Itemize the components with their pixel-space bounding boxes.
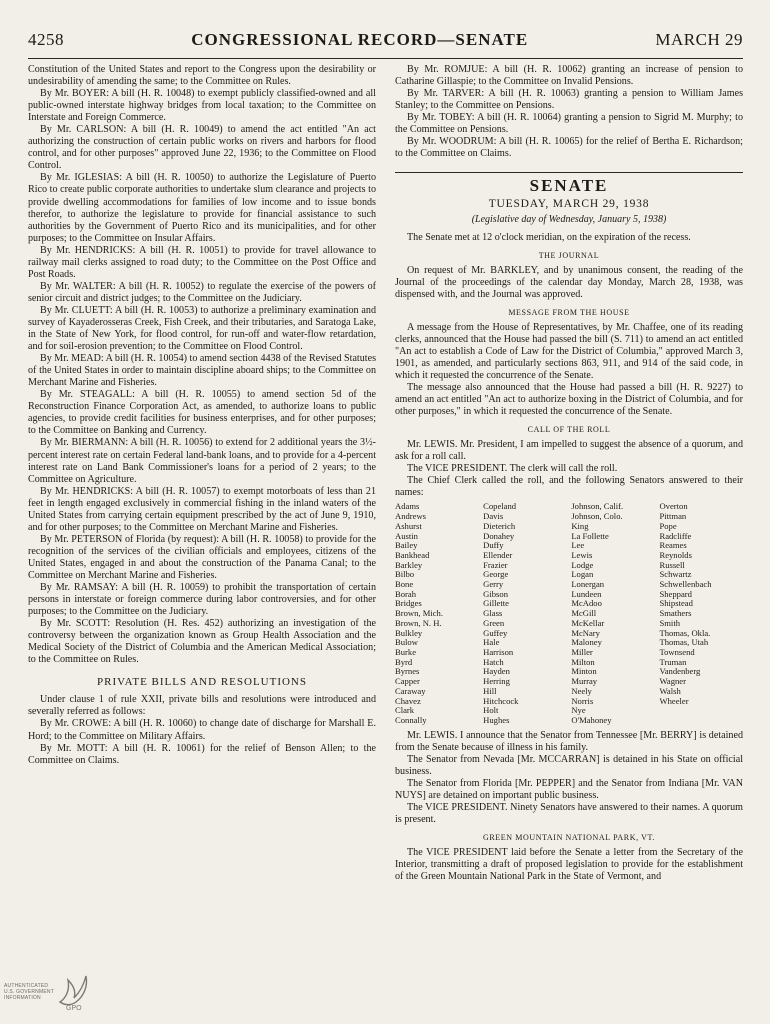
senator-name: Hale [483, 637, 500, 648]
senator-name: Lundeen [571, 588, 602, 599]
bill-paragraph: By Mr. BIERMANN: A bill (H. R. 10056) to extend for 2 additional years the 3½-percent interest rate on certain Federal land-bank loans, and to provide for a 4-percent interest rate on Land Bank Commissioner's loans for a period of 2 years; to the Committee on Agriculture. [28, 437, 376, 485]
page-title: CONGRESSIONAL RECORD—SENATE [191, 30, 529, 49]
seal-text [4, 983, 54, 1001]
roll-column [395, 502, 479, 725]
senator-name: Thomas, Utah [659, 637, 709, 648]
message-paragraph: The message also announced that the House had passed a bill (H. R. 9227) to amend an act entitled "An act to authorize boxing in the District of Columbia, and for other purposes," in which it requested the concurrence of the Senate. [395, 382, 743, 418]
bill-paragraph: Constitution of the United States and report to the Congress upon the desirability or undesirability of amending the same; to the Committee on Rules. [28, 64, 376, 88]
senator-name: McKellar [571, 617, 605, 628]
senator-name: Schwartz [659, 569, 692, 580]
senator-name: Johnson, Calif. [571, 501, 624, 512]
bill-paragraph: By Mr. HENDRICKS: A bill (H. R. 10051) to provide for travel allowance to railway mail clerks assigned to road duty; to the Committee on the Post Office and Post Roads. [28, 244, 376, 280]
bill-paragraph: By Mr. MEAD: A bill (H. R. 10054) to amend section 4438 of the Revised Statutes of the United States in order to maintain discipline aboard ships; to the Committee on Merchant Marine and Fisheries. [28, 353, 376, 389]
senator-name: Davis [483, 511, 504, 522]
running-head [28, 30, 743, 59]
senator-name: Holt [483, 705, 499, 716]
senator-name: O'Mahoney [571, 714, 612, 725]
senator-name: Bulkley [395, 627, 423, 638]
senator-name: Bankhead [395, 549, 430, 560]
senator-name: Shipstead [659, 598, 693, 609]
seal-line: INFORMATION [4, 995, 41, 1001]
session-date: TUESDAY, MARCH 29, 1938 [488, 198, 650, 211]
senator-name: Smathers [659, 608, 692, 619]
after-roll-paragraph: Mr. LEWIS. I announce that the Senator from Tennessee [Mr. BERRY] is detained from the Senate because of illness in his family. [395, 729, 743, 753]
page-number: 4258 [28, 30, 64, 49]
bill-paragraph: By Mr. STEAGALL: A bill (H. R. 10055) to amend section 5d of the Reconstruction Finance Corporation Act, as amended, to authorize loans to public agencies, to provide credit facilities for business enterprises, and for other purposes; to the Committee on Banking and Currency. [28, 389, 376, 437]
senate-heading: SENATE [395, 172, 743, 192]
senator-name: Hayden [483, 666, 510, 677]
senator-name: Frazier [483, 559, 508, 570]
senator-name: Gerry [483, 579, 504, 590]
senator-name: Murray [571, 676, 598, 687]
senator-name: Glass [483, 608, 503, 619]
senator-name: Neely [571, 685, 592, 696]
senator-name: Caraway [395, 685, 426, 696]
senator-name: Ashurst [395, 520, 422, 531]
senator-name: Pope [659, 520, 677, 531]
bill-paragraph: By Mr. RAMSAY: A bill (H. R. 10059) to prohibit the transportation of certain persons in interstate or foreign commerce during labor controversies, and for other purposes; to the Committee on the Judiciary. [28, 582, 376, 618]
left-column [28, 64, 376, 883]
private-bill-paragraph: By Mr. MOTT: A bill (H. R. 10061) for the relief of Benson Allen; to the Committee on Claims. [28, 742, 376, 766]
senator-name: King [571, 520, 589, 531]
senator-name: Bone [395, 579, 414, 590]
senator-name: Connally [395, 714, 427, 725]
after-roll-paragraph: The Senator from Florida [Mr. PEPPER] and the Senator from Indiana [Mr. VAN NUYS] are detained on important public business. [395, 777, 743, 801]
senator-name: Pittman [659, 511, 687, 522]
journal-paragraph: On request of Mr. BARKLEY, and by unanimous consent, the reading of the Journal of the proceedings of the calendar day Monday, March 28, 1938, was dispensed with, and the Journal was approved. [395, 264, 743, 300]
senator-name: Radcliffe [659, 530, 692, 541]
senator-name: Logan [571, 569, 594, 580]
roll-column [659, 502, 743, 725]
senator-name: Truman [659, 656, 687, 667]
senator-name: Lonergan [571, 579, 605, 590]
senator-name: Hitchcock [483, 695, 519, 706]
bill-paragraph: By Mr. CARLSON: A bill (H. R. 10049) to amend the act entitled "An act authorizing the construction of certain public works on rivers and harbors for flood control, and for other purposes" approved June 22, 1936; to the Committee on Flood Control. [28, 124, 376, 172]
senator-name: Brown, N. H. [395, 617, 442, 628]
bill-paragraph: By Mr. BOYER: A bill (H. R. 10048) to exempt publicly classified-owned and all public-owned interstate highway bridges from local taxation; to the Committee on Interstate and Foreign Commerce. [28, 88, 376, 124]
seal-mark: GPO [65, 1005, 82, 1012]
senator-name: Donahey [483, 530, 515, 541]
roll-call-heading: CALL OF THE ROLL [527, 425, 611, 435]
senator-name: Hill [483, 685, 497, 696]
senator-name: Russell [659, 559, 685, 570]
senator-name: Milton [571, 656, 595, 667]
senator-name: Clark [395, 705, 415, 716]
senator-name: Miller [571, 647, 593, 657]
roll-call-paragraph: The Chief Clerk called the roll, and the following Senators answered to their names: [395, 475, 743, 499]
park-heading: GREEN MOUNTAIN NATIONAL PARK, VT. [482, 833, 656, 842]
bill-paragraph: By Mr. TARVER: A bill (H. R. 10063) granting a pension to William James Stanley; to the Committee on Pensions. [395, 88, 743, 112]
senator-name: Norris [571, 695, 594, 706]
senator-name: Thomas, Okla. [659, 627, 711, 638]
bill-paragraph: By Mr. PETERSON of Florida (by request): A bill (H. R. 10058) to provide for the recognition of the services of the civilian officials and employees, citizens of the United States, engaged in and about the construction of the Panama Canal; to the Committee on Merchant Marine and Fisheries. [28, 533, 376, 581]
senator-name: Reynolds [659, 549, 692, 560]
park-paragraph: The VICE PRESIDENT laid before the Senate a letter from the Secretary of the Interior, transmitting a draft of proposed legislation to provide for the establishment of the Green Mountain National Park in the State of Vermont, and [395, 847, 743, 883]
senator-name: Wagner [659, 676, 686, 687]
message-heading: MESSAGE FROM THE HOUSE [508, 307, 630, 317]
senator-name: Byrnes [395, 666, 420, 677]
senator-name: Gibson [483, 588, 508, 599]
after-roll-paragraph: The VICE PRESIDENT. Ninety Senators have answered to their names. A quorum is present. [395, 801, 743, 825]
senator-name: Guffey [483, 627, 508, 638]
senator-name: Hatch [483, 656, 504, 667]
record-page [28, 30, 743, 1015]
bill-paragraph: By Mr. TOBEY: A bill (H. R. 10064) granting a pension to Sigrid M. Murphy; to the Committee on Pensions. [395, 112, 743, 136]
senator-name: Brown, Mich. [395, 608, 443, 619]
senator-name: Byrd [395, 656, 413, 667]
after-roll-paragraph: The Senator from Nevada [Mr. MCCARRAN] is detained in his State on official business. [395, 753, 743, 777]
senator-name: Sheppard [659, 588, 692, 599]
gpo-authentication-seal [4, 968, 96, 1016]
private-bills-heading: PRIVATE BILLS AND RESOLUTIONS [96, 676, 307, 689]
bill-paragraph: By Mr. WALTER: A bill (H. R. 10052) to regulate the exercise of the powers of senior circuit and district judges; to the Committee on the Judiciary. [28, 280, 376, 304]
senator-name: Austin [395, 530, 418, 541]
journal-heading: THE JOURNAL [538, 250, 600, 260]
senator-name: Adams [395, 501, 420, 512]
senator-name: Copeland [483, 501, 517, 512]
senator-name: Schwellenbach [659, 579, 712, 590]
senator-name: Minton [571, 666, 597, 677]
senator-name: McAdoo [571, 598, 602, 609]
senator-name: Barkley [395, 559, 423, 570]
roll-call-paragraph: The VICE PRESIDENT. The clerk will call the roll. [407, 463, 618, 475]
opening-paragraph: The Senate met at 12 o'clock meridian, on the expiration of the recess. [407, 231, 691, 243]
senator-name: Townsend [659, 647, 695, 657]
bill-paragraph: By Mr. SCOTT: Resolution (H. Res. 452) authorizing an investigation of the controversy between the organization known as Group Health Association and the Medical Society of the District of Columbia and the American Medical Association; to the Committee on Rules. [28, 618, 376, 666]
private-bill-paragraph: Under clause 1 of rule XXII, private bills and resolutions were introduced and severally referred as follows: [28, 694, 376, 718]
senator-name: Dieterich [483, 520, 516, 531]
senator-name: Bailey [395, 540, 418, 551]
senator-name: Wheeler [659, 695, 689, 706]
senator-name: Duffy [483, 540, 504, 551]
senator-name: Bilbo [395, 569, 415, 580]
bill-paragraph: By Mr. IGLESIAS: A bill (H. R. 10050) to authorize the Legislature of Puerto Rico to create public corporate authorities to undertake slum clearance and projects to provide dwelling accommodations for families of low income and to issue bonds therefor, to authorize the legislature to provide for financial assistance to such authorities by the Government of Puerto Rico and its municipalities, and for other purposes; to the Committee on Insular Affairs. [28, 172, 376, 244]
senator-name: McNary [571, 627, 600, 638]
roll-column [483, 502, 567, 725]
senator-name: Lodge [571, 559, 594, 570]
bill-paragraph: By Mr. ROMJUE: A bill (H. R. 10062) granting an increase of pension to Catharine Gillaspie; to the Committee on Invalid Pensions. [395, 64, 743, 88]
right-column [395, 64, 743, 883]
senator-name: Bulow [395, 637, 418, 648]
senator-name: Gillette [483, 598, 509, 609]
senator-name: Green [483, 617, 505, 628]
senator-name: Capper [395, 676, 420, 687]
senator-name: Borah [395, 588, 417, 599]
senator-name: Nye [571, 705, 586, 716]
senator-name: Lewis [571, 549, 593, 560]
senator-name: Bridges [395, 598, 422, 609]
bill-paragraph: By Mr. CLUETT: A bill (H. R. 10053) to authorize a preliminary examination and survey of Kayaderosseras Creek, Fish Creek, and their tributaries, and Saratoga Lake, in the State of New York, for flood control, for run-off and water-flow retardation, and for soil-erosion prevention; to the Committee on Flood Control. [28, 304, 376, 353]
senator-name: Maloney [571, 637, 602, 648]
senator-roll-list [395, 502, 743, 725]
senator-name: Hughes [483, 714, 510, 725]
roll-call-paragraph: Mr. LEWIS. Mr. President, I am impelled to suggest the absence of a quorum, and ask for a roll call. [395, 439, 743, 463]
bill-paragraph: By Mr. HENDRICKS: A bill (H. R. 10057) to exempt motorboats of less than 21 feet in length engaged exclusively in commercial fishing in the inland waters of the United States from carrying certain equipment prescribed by the act of June 9, 1910, and for other purposes; to the Committee on Merchant Marine and Fisheries. [28, 485, 376, 533]
senator-name: Andrews [395, 511, 427, 522]
private-bill-paragraph: By Mr. CROWE: A bill (H. R. 10060) to change date of discharge for Marshall E. Hord; to the Committee on Military Affairs. [28, 718, 376, 742]
senator-name: Vandenberg [659, 666, 701, 677]
legislative-day: (Legislative day of Wednesday, January 5, 1938) [471, 214, 667, 226]
senator-name: Johnson, Colo. [571, 511, 623, 522]
senator-name: Reames [659, 540, 687, 551]
eagle-icon [56, 972, 90, 1012]
page-date: MARCH 29 [655, 30, 743, 49]
senator-name: McGill [571, 608, 597, 619]
senator-name: La Follette [571, 530, 609, 541]
senator-name: Walsh [659, 685, 681, 696]
senator-name: Harrison [483, 647, 514, 657]
senator-name: Lee [571, 540, 585, 551]
message-paragraph: A message from the House of Representatives, by Mr. Chaffee, one of its reading clerks, announced that the House had passed the bill (S. 711) to amend an act entitled "An act to establish a Code of Law for the District of Columbia," approved March 3, 1901, as amended, and particularly sections 863, 911, and 914 of the said code, in which it requested the concurrence of the Senate. [395, 321, 743, 381]
seal-line: AUTHENTICATED [4, 983, 49, 989]
roll-column [571, 502, 655, 725]
seal-line: U.S. GOVERNMENT [4, 989, 54, 995]
senator-name: George [483, 569, 509, 580]
senator-name: Smith [659, 617, 681, 628]
senator-name: Ellender [483, 549, 513, 560]
senator-name: Overton [659, 501, 688, 512]
two-column-body [28, 64, 743, 883]
senator-name: Herring [483, 676, 510, 687]
senator-name: Burke [395, 647, 417, 657]
senator-name: Chavez [395, 695, 421, 706]
bill-paragraph: By Mr. WOODRUM: A bill (H. R. 10065) for the relief of Bertha E. Richardson; to the Committee on Claims. [395, 136, 743, 160]
